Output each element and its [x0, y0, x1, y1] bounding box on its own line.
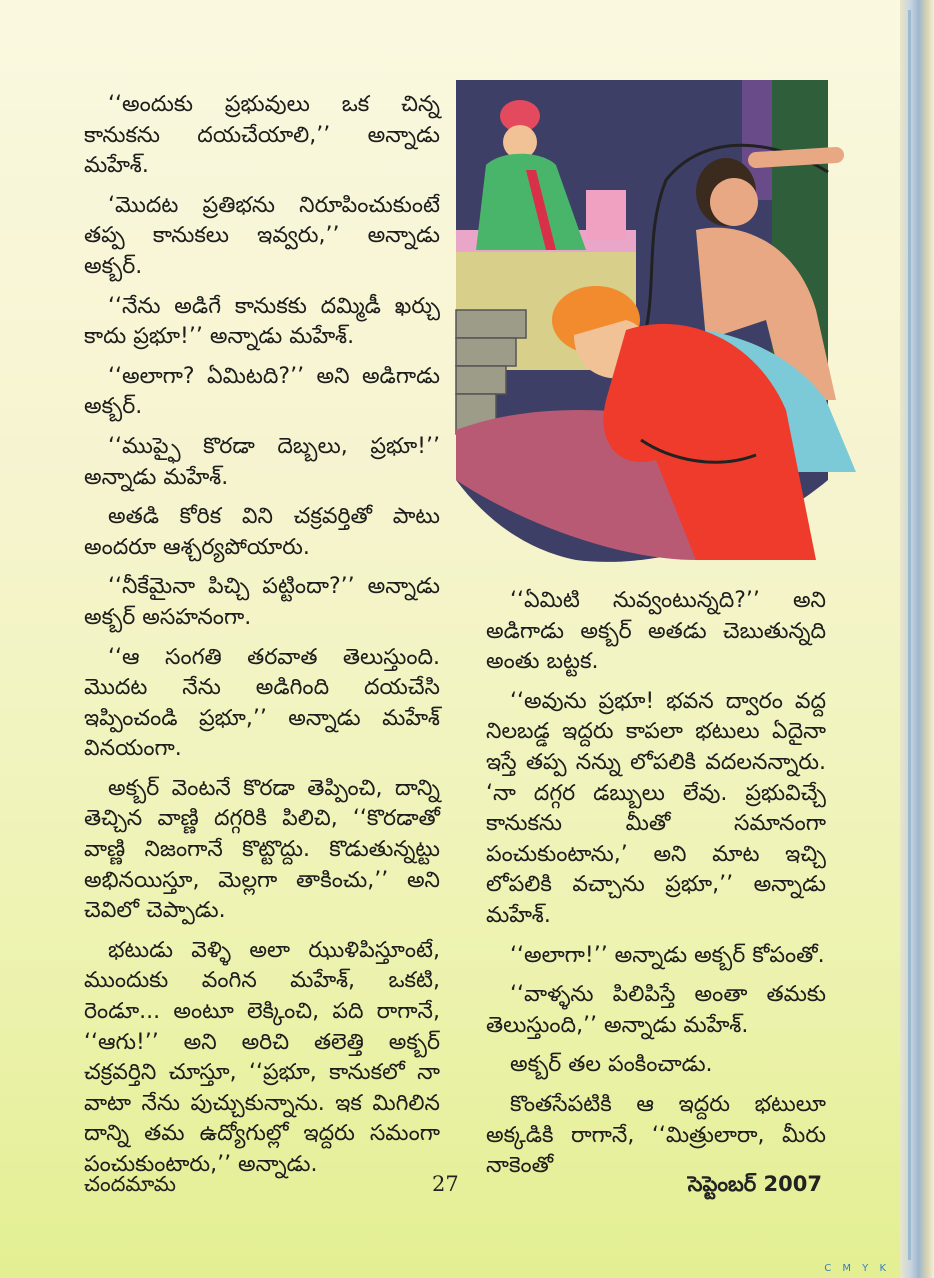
story-illustration [456, 80, 828, 572]
story-paragraph: అక్బర్ వెంటనే కొరడా తెప్పించి, దాన్ని తెచ్చిన వాణ్ణి దగ్గరికి పిలిచి, ‘‘కొరడాతో వాణ్ణి నిజంగానే కొట్టొద్దు. కొడుతున్నట్టు అభినయిస్తూ, మెల్లగా తాకించు,’’ అని చెవిలో చెప్పాడు. [84, 775, 440, 924]
story-paragraph: ‘‘వాళ్ళను పిలిపిస్తే అంతా తమకు తెలుస్తుంది,’’ అన్నాడు మహేశ్. [486, 982, 826, 1038]
story-paragraph: కొంతసేపటికి ఆ ఇద్దరు భటులూ అక్కడికి రాగానే, ‘‘మిత్రులారా, మీరు నాకెంతో [486, 1091, 826, 1179]
page-edge-binding [900, 0, 934, 1278]
story-paragraph: ‘‘అందుకు ప్రభువులు ఒక చిన్న కానుకను దయచేయాలి,’’ అన్నాడు మహేశ్. [84, 92, 440, 179]
print-registration-marks: C M Y K [824, 1263, 890, 1274]
story-paragraph: ‘‘నీకేమైనా పిచ్చి పట్టిందా?’’ అన్నాడు అక్బర్ అసహనంగా. [84, 574, 440, 630]
story-paragraph: ‘‘నేను అడిగే కానుకకు దమ్మిడీ ఖర్చు కాదు ప్రభూ!’’ అన్నాడు మహేశ్. [84, 293, 440, 350]
story-paragraph: భటుడు వెళ్ళి అలా ఝుళిపిస్తూంటే, ముందుకు వంగిన మహేశ్, ఒకటి, రెండూ... అంటూ లెక్కించి, పది రాగానే, ‘‘ఆగు!’’ అని అరిచి తలెత్తి అక్బర్ చక్రవర్తిని చూస్తూ, ‘‘ప్రభూ, కానుకలో నా వాటా నేను పుచ్చుకున్నాను. ఇక మిగిలిన దాన్ని తమ ఉద్యోగుల్లో ఇద్దరు సమంగా పంచుకుంటారు,’’ అన్నాడు. [84, 937, 440, 1177]
story-column-right [486, 586, 826, 1179]
story-paragraph: ‘‘ఆ సంగతి తరవాత తెలుస్తుంది. మొదట నేను అడిగింది దయచేసి ఇప్పించండి ప్రభూ,’’ అన్నాడు మహేశ్ వినయంగా. [84, 644, 440, 762]
page-number: 27 [432, 1172, 459, 1196]
story-paragraph: అక్బర్ తల పంకించాడు. [510, 1052, 713, 1078]
story-paragraph: ‘‘అలాగా? ఏమిటది?’’ అని అడిగాడు అక్బర్. [84, 363, 440, 420]
story-paragraph: ‘‘ముప్ఫై కొరడా దెబ్బలు, ప్రభూ!’’ అన్నాడు మహేశ్. [84, 433, 440, 490]
story-paragraph: ‘‘అలాగా!’’ అన్నాడు అక్బర్ కోపంతో. [510, 942, 825, 968]
story-paragraph: ‘మొదట ప్రతిభను నిరూపించుకుంటే తప్ప కానుకలు ఇవ్వరు,’’ అన్నాడు అక్బర్. [84, 192, 440, 279]
story-paragraph: ‘‘అవును ప్రభూ! భవన ద్వారం వద్ద నిలబడ్డ ఇద్దరు కాపలా భటులు ఏదైనా ఇస్తే తప్ప నన్ను లోపలికి వదలనన్నారు. ‘నా దగ్గర డబ్బులు లేవు. ప్రభువిచ్చే కానుకను మీతో సమానంగా పంచుకుంటాను,’ అని మాట ఇచ్చి లోపలికి వచ్చాను ప్రభూ,’’ అన్నాడు మహేశ్. [486, 688, 826, 928]
story-paragraph: అతడి కోరిక విని చక్రవర్తితో పాటు అందరూ ఆశ్చర్యపోయారు. [84, 504, 440, 560]
story-column-left [84, 90, 440, 1177]
issue-date: సెప్టెంబర్ 2007 [687, 1172, 822, 1196]
story-paragraph: ‘‘ఏమిటి నువ్వంటున్నది?’’ అని అడిగాడు అక్బర్ అతడు చెబుతున్నది అంతు బట్టక. [486, 588, 826, 675]
magazine-name: చందమామ [84, 1172, 176, 1196]
